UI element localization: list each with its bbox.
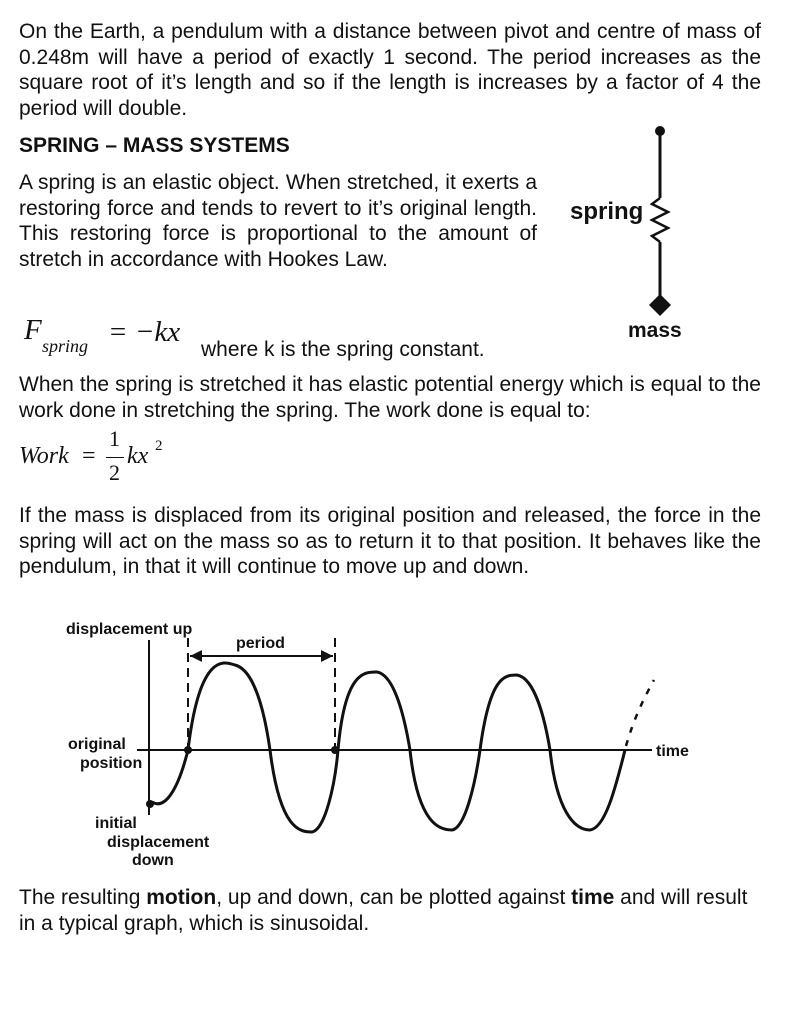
conclusion-bold-time: time [571, 886, 615, 909]
displacement-paragraph: If the mass is displaced from its original position and released, the force in the spring will act on the mass so as to return it to that position. It behaves like the pendulum, in that it will continue to move up and down. [19, 504, 761, 578]
fraction-denominator: 2 [109, 460, 120, 485]
conclusion-text-2: , up and down, can be plotted against [216, 886, 572, 909]
crossing-point-2 [331, 746, 339, 754]
fraction-numerator: 1 [109, 426, 120, 451]
pendulum-paragraph: On the Earth, a pendulum with a distance between pivot and centre of mass of 0.248m will have a period of exactly 1 second. The period increases as the square root of it’s length and so if the length is increases by a factor of 4 the period will double. [19, 20, 761, 120]
time-label: time [656, 743, 689, 760]
crossing-point-1 [184, 746, 192, 754]
exponent: 2 [155, 438, 163, 454]
initial-point [146, 800, 154, 808]
hooke-rhs: = −kx [108, 316, 181, 348]
conclusion-text-3: and will result in a typical graph, which is sinusoidal. [19, 886, 748, 935]
period-arrowhead-left [190, 650, 202, 662]
conclusion-bold-motion: motion [146, 886, 217, 909]
section-heading: SPRING – MASS SYSTEMS [19, 134, 290, 157]
spring-constant-note: where k is the spring constant. [201, 338, 485, 361]
hookes-law-equation [24, 314, 214, 359]
mass-diamond [649, 294, 671, 316]
original-position-label-line1: original [68, 736, 126, 753]
sinusoidal-curve [152, 663, 625, 832]
work-symbol: Work [19, 443, 69, 469]
initial-displacement-label-line3: down [132, 852, 174, 869]
spring-description-paragraph: A spring is an elastic object. When stretched, it exerts a restoring force and tends to revert to it’s original length. This restoring force is proportional to the amount of stretch in accordance with Hookes Law. [19, 171, 537, 271]
mass-label: mass [628, 319, 682, 342]
conclusion-paragraph [19, 885, 761, 936]
curve-continuation-dashes [626, 680, 654, 746]
conclusion-text-1: The resulting [19, 886, 147, 909]
period-arrowhead-right [321, 650, 333, 662]
fraction-bar [106, 457, 124, 458]
displacement-up-label: displacement up [66, 621, 193, 638]
kx-term: kx [127, 443, 149, 469]
spring-mass-figure [560, 118, 720, 348]
initial-displacement-label-line2: displacement [107, 834, 210, 851]
work-equation [19, 426, 179, 496]
original-position-label-line2: position [80, 755, 143, 772]
spring-coil [652, 198, 668, 242]
force-symbol: F [24, 314, 42, 346]
initial-displacement-label-line1: initial [95, 815, 137, 832]
spring-label: spring [570, 198, 644, 225]
period-label: period [236, 635, 285, 652]
elastic-energy-paragraph: When the spring is stretched it has elastic potential energy which is equal to the work done in stretching the spring. The work done is equal to: [19, 373, 761, 422]
force-subscript: spring [42, 336, 89, 356]
displacement-time-graph [0, 610, 791, 872]
work-equals: = [82, 443, 96, 469]
